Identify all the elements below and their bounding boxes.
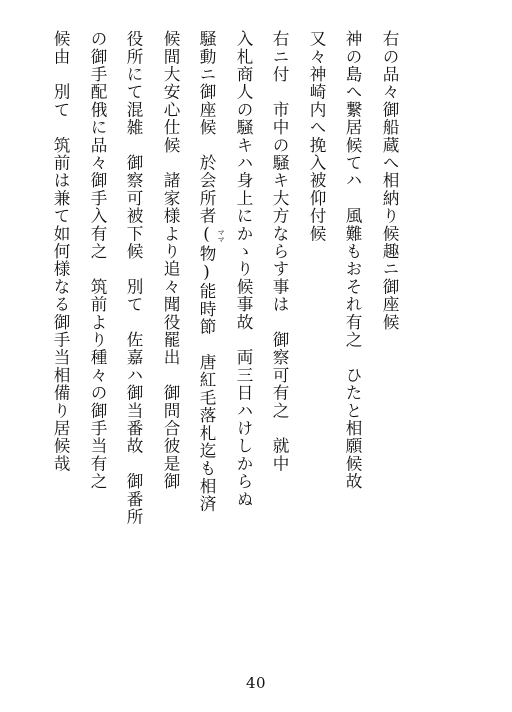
text-column-1: 右の品々御船蔵へ相納り候趣ニ御座候 [380, 30, 399, 331]
ruby-annotation: ママ [217, 229, 225, 243]
text-column-9: の御手配俄に品々御手入有之 筑前より種々の御手当有之 [88, 30, 107, 491]
text-column-10: 候由 別て 筑前は兼て如何様なる御手当相備り居候哉 [51, 30, 70, 473]
page-number: 40 [245, 674, 267, 692]
text-column-6: 騒動ニ御座候 於会所者(物)能時節 唐紅毛落札迄も相済 [197, 30, 216, 513]
text-column-4: 右ニ付 市中の騒キ大方ならす事は 御察可有之 就中 [270, 30, 289, 473]
text-column-2: 神の島へ繋居候てハ 風難もおそれ有之 ひたと相願候故 [343, 30, 362, 491]
text-column-7: 候間大安心仕候 諸家様より追々聞役罷出 御問合彼是御 [161, 30, 180, 491]
text-column-8: 役所にて混雑 御察可被下候 別て 佐嘉ハ御当番故 御番所 [124, 30, 143, 526]
text-column-3: 又々神崎内へ挽入被仰付候 [307, 30, 326, 243]
text-column-5: 入札商人の騒キハ身上にかゝり候事故 両三日ハけしからぬ [234, 30, 253, 508]
